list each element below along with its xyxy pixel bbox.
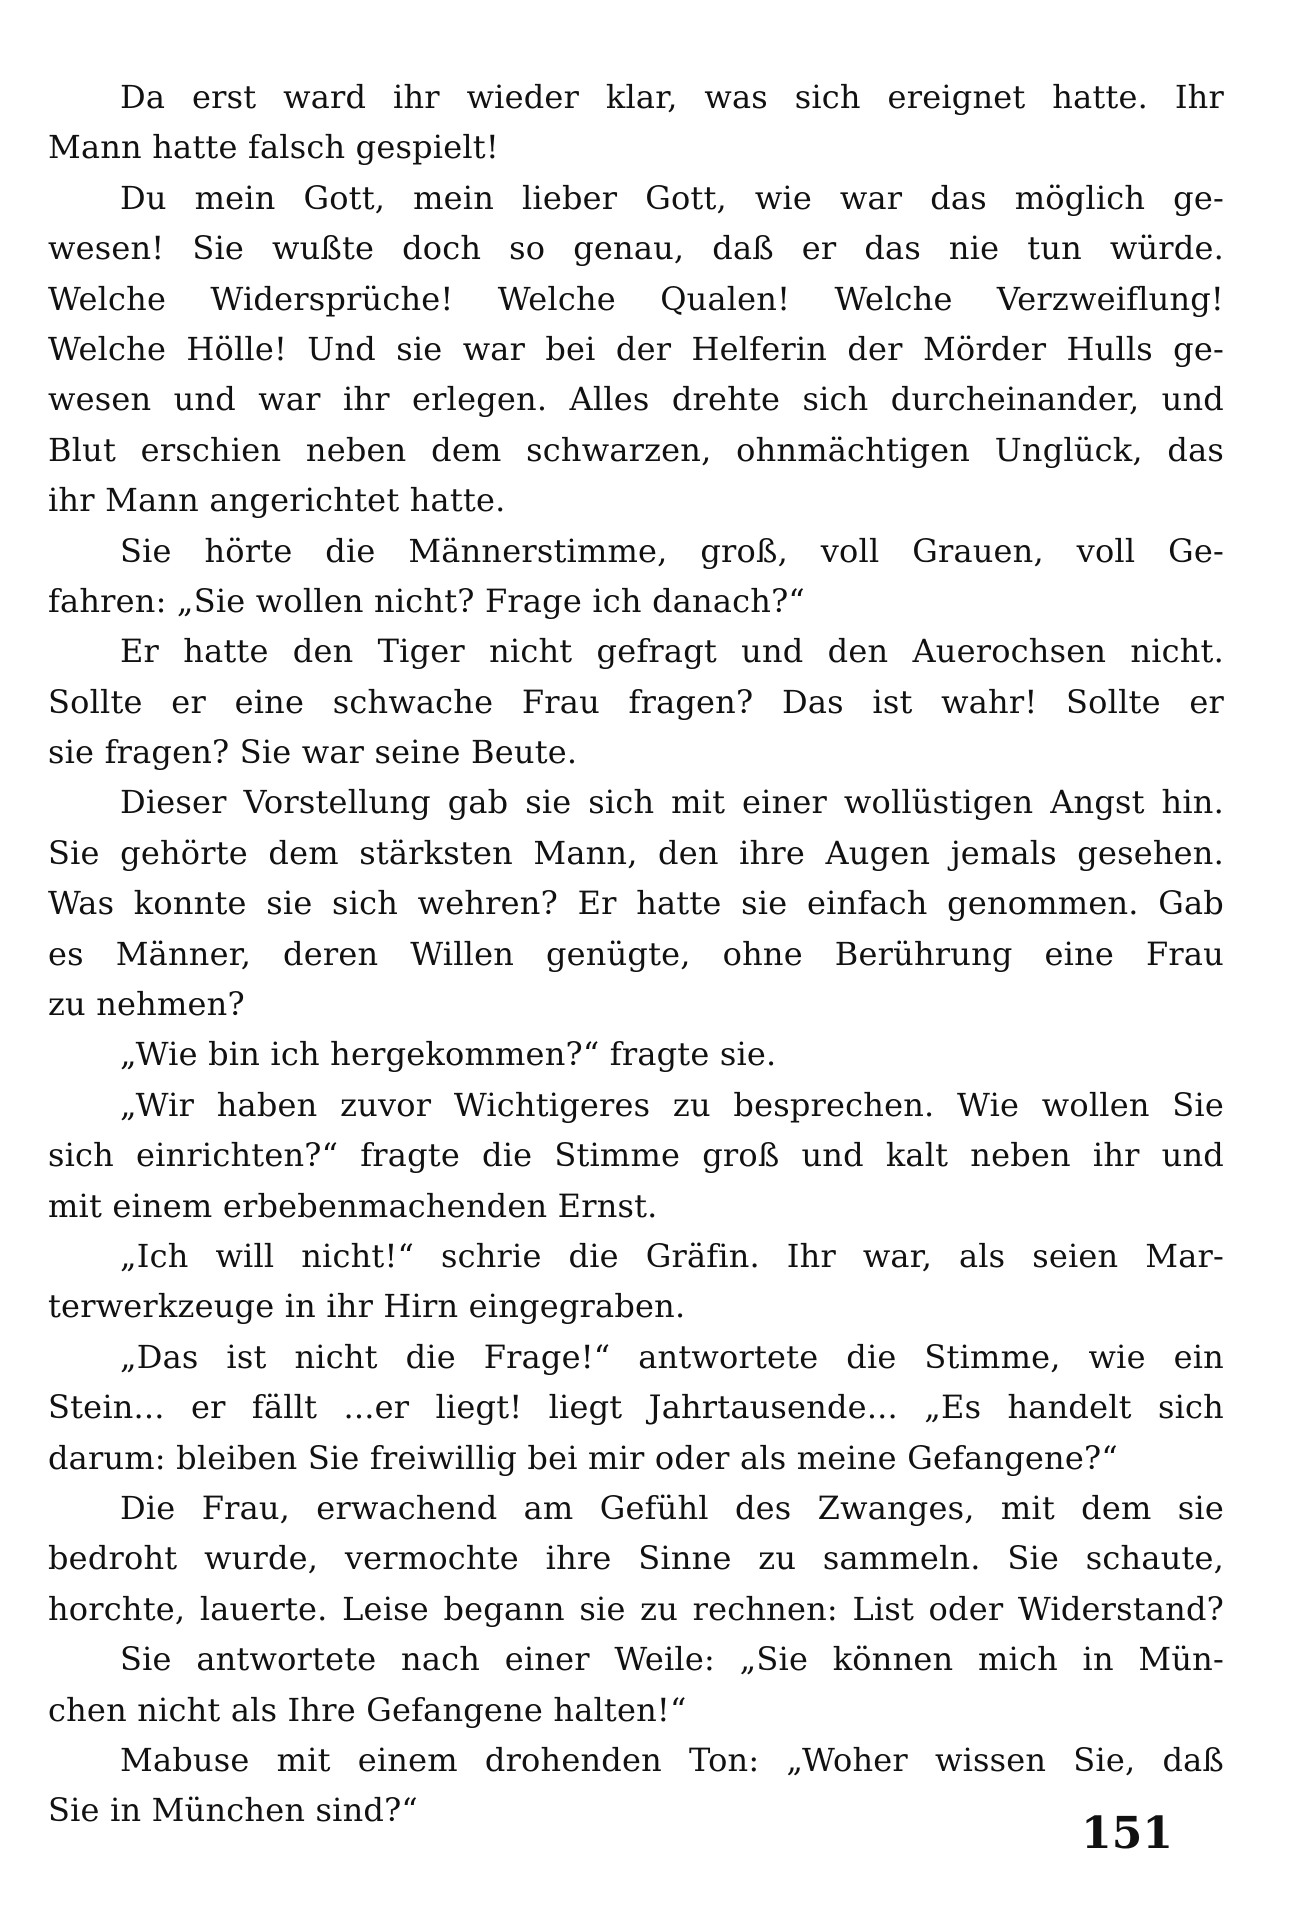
text-line: Sollte er eine schwache Frau fragen? Das ist wahr! Sollte er (48, 682, 1224, 721)
text-line: Mann hatte falsch gespielt! (48, 128, 499, 167)
text-line: Du mein Gott, mein lieber Gott, wie war das möglich ge- (120, 178, 1224, 217)
text-line: terwerkzeuge in ihr Hirn eingegraben. (48, 1287, 686, 1326)
text-line: Welche Hölle! Und sie war bei der Helferin der Mörder Hulls ge- (48, 329, 1224, 368)
text-line: Da erst ward ihr wieder klar, was sich ereignet hatte. Ihr (120, 78, 1224, 116)
text-line: ihr Mann angerichtet hatte. (48, 481, 506, 520)
text-line: Sie in München sind?“ (48, 1791, 418, 1830)
page-number: 151 (1081, 1808, 1173, 1859)
text-line: Sie antwortete nach einer Weile: „Sie können mich in Mün- (120, 1640, 1224, 1679)
text-line: Blut erschien neben dem schwarzen, ohnmächtigen Unglück, das (48, 430, 1224, 469)
text-line: sich einrichten?“ fragte die Stimme groß und kalt neben ihr und (48, 1136, 1224, 1175)
text-line: Dieser Vorstellung gab sie sich mit einer wollüstigen Angst hin. (120, 783, 1224, 822)
text-line: fahren: „Sie wollen nicht? Frage ich danach?“ (48, 581, 805, 620)
text-line: horchte, lauerte. Leise begann sie zu rechnen: List oder Widerstand? (48, 1589, 1224, 1628)
text-line: chen nicht als Ihre Gefangene halten!“ (48, 1690, 687, 1729)
text-line: „Ich will nicht!“ schrie die Gräfin. Ihr war, als seien Mar- (120, 1236, 1224, 1275)
text-line: wesen! Sie wußte doch so genau, daß er das nie tun würde. (48, 229, 1224, 268)
text-line: Sie hörte die Männerstimme, groß, voll Grauen, voll Ge- (120, 531, 1224, 570)
text-line: Was konnte sie sich wehren? Er hatte sie einfach genommen. Gab (48, 884, 1224, 923)
text-line: bedroht wurde, vermochte ihre Sinne zu sammeln. Sie schaute, (48, 1539, 1224, 1578)
text-line: Die Frau, erwachend am Gefühl des Zwanges, mit dem sie (120, 1488, 1224, 1527)
text-line: Mabuse mit einem drohenden Ton: „Woher wissen Sie, daß (120, 1740, 1224, 1779)
text-line: Stein... er fällt ...er liegt! liegt Jahrtausende... „Es handelt sich (48, 1388, 1224, 1427)
text-line: es Männer, deren Willen genügte, ohne Berührung eine Frau (48, 934, 1224, 973)
text-line: zu nehmen? (48, 985, 245, 1024)
text-line: Er hatte den Tiger nicht gefragt und den Auerochsen nicht. (120, 632, 1224, 671)
book-page (48, 72, 1224, 1836)
text-line: mit einem erbebenmachenden Ernst. (48, 1186, 658, 1225)
text-line: wesen und war ihr erlegen. Alles drehte sich durcheinander, und (48, 380, 1224, 419)
text-line: „Das ist nicht die Frage!“ antwortete die Stimme, wie ein (120, 1337, 1224, 1376)
text-line: Sie gehörte dem stärksten Mann, den ihre Augen jemals gesehen. (48, 833, 1224, 872)
text-line: „Wir haben zuvor Wichtigeres zu besprechen. Wie wollen Sie (120, 1085, 1224, 1124)
text-line: sie fragen? Sie war seine Beute. (48, 733, 578, 772)
text-line: darum: bleiben Sie freiwillig bei mir oder als meine Gefangene?“ (48, 1438, 1118, 1477)
text-line: Welche Widersprüche! Welche Qualen! Welche Verzweiflung! (48, 279, 1224, 318)
text-line: „Wie bin ich hergekommen?“ fragte sie. (120, 1035, 777, 1074)
